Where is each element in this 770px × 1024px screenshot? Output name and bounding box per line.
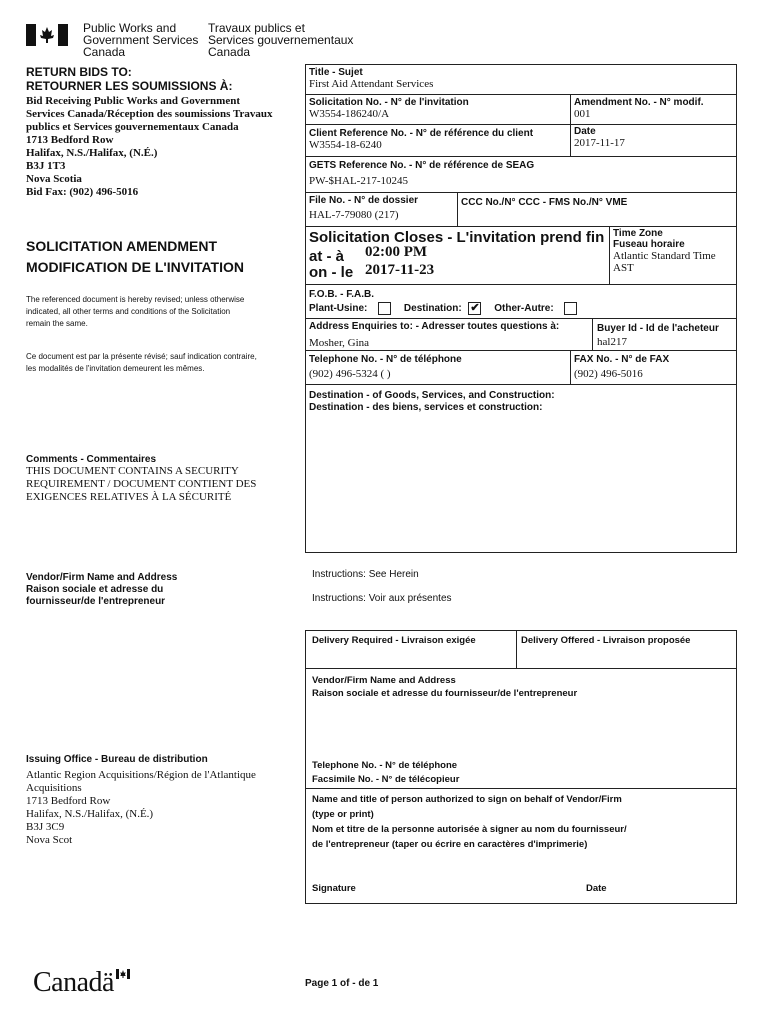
date-field: Date 2017-11-17 bbox=[574, 126, 625, 149]
issuing-office-address: Atlantic Region Acquisitions/Région de l'Atlantique Acquisitions 1713 Bedford Row Halifax, N.S./Halifax, (N.É.) B3J 3C9 Nova Scot bbox=[26, 769, 256, 846]
address-enquiries-field: Address Enquiries to: - Adresser toutes questions à: Mosher, Gina bbox=[309, 321, 560, 349]
amendment-title: SOLICITATION AMENDMENT MODIFICATION DE L'INVITATION bbox=[26, 238, 244, 275]
delivery-offered-input[interactable] bbox=[518, 648, 734, 666]
canada-wordmark-flag-icon bbox=[116, 966, 130, 976]
page-number: Page 1 of - de 1 bbox=[305, 978, 379, 989]
fax-field: FAX No. - N° de FAX (902) 496-5016 bbox=[574, 354, 670, 380]
authorized-person-label: Name and title of person authorized to sign on behalf of Vendor/Firm (type or print) Nom et titre de la personne autorisée à signer au nom du fournisseur/ de l'entrepreneur (taper ou écrire en caractères d'imprimerie) bbox=[312, 794, 627, 850]
amendment-note-fr: Ce document est par la présente révisé; sauf indication contraire, les modalités de l'invitation demeurent les mêmes. bbox=[26, 352, 257, 373]
file-number-field: File No. - N° de dossier HAL-7-79080 (217) bbox=[309, 195, 419, 221]
amendment-number-value: 001 bbox=[574, 108, 591, 120]
comments-text: THIS DOCUMENT CONTAINS A SECURITY REQUIREMENT / DOCUMENT CONTIENT DES EXIGENCES RELATIVES À LA SÉCURITÉ bbox=[26, 465, 257, 503]
client-reference-value: W3554-18-6240 bbox=[309, 139, 382, 151]
ccc-number-label: CCC No./N° CCC - FMS No./N° VME bbox=[461, 197, 628, 208]
telephone-field: Telephone No. - N° de téléphone (902) 496-5324 ( ) bbox=[309, 354, 462, 380]
canada-flag-icon bbox=[26, 24, 68, 46]
fax-value: (902) 496-5016 bbox=[574, 368, 643, 380]
canada-wordmark-logo: Canadä bbox=[33, 967, 114, 998]
closes-date-value: 2017-11-23 bbox=[365, 262, 435, 278]
instructions-en: Instructions: See Herein bbox=[312, 569, 419, 580]
closes-at-label: at - à bbox=[309, 248, 345, 265]
title-value: First Aid Attendant Services bbox=[309, 78, 434, 90]
time-zone-value: Atlantic Standard Time AST bbox=[613, 250, 716, 274]
instructions-fr: Instructions: Voir aux présentes bbox=[312, 593, 452, 604]
issuing-office-label: Issuing Office - Bureau de distribution bbox=[26, 754, 208, 765]
signature-date-label: Date bbox=[586, 883, 607, 894]
time-zone-field: Time Zone Fuseau horaire Atlantic Standard Time AST bbox=[613, 228, 716, 274]
closes-on-label: on - le bbox=[309, 264, 354, 281]
file-number-value: HAL-7-79080 (217) bbox=[309, 209, 399, 221]
issuing-office bbox=[26, 754, 256, 847]
date-value: 2017-11-17 bbox=[574, 137, 625, 149]
department-name-en: Public Works and Government Services Canada bbox=[83, 21, 199, 59]
comments-section bbox=[26, 454, 256, 504]
comments-label: Comments - Commentaires bbox=[26, 454, 157, 465]
vendor-telephone-label: Telephone No. - N° de téléphone bbox=[312, 760, 458, 771]
vendor-facsimile-label: Facsimile No. - N° de télécopieur bbox=[312, 774, 460, 785]
vendor-name-address-label: Vendor/Firm Name and Address Raison sociale et adresse du fournisseur/de l'entrepreneur bbox=[312, 675, 578, 699]
fob-label: F.O.B. - F.A.B. bbox=[309, 289, 374, 300]
gets-reference-value: PW-$HAL-217-10245 bbox=[309, 175, 408, 187]
other-checkbox[interactable] bbox=[564, 302, 577, 315]
fob-options: Plant-Usine: Destination: ✔ Other-Autre: bbox=[309, 302, 577, 315]
vendor-label: Vendor/Firm Name and Address Raison sociale et adresse du fournisseur/de l'entrepreneur bbox=[26, 572, 178, 607]
buyer-id-value: hal217 bbox=[597, 336, 627, 348]
title-field: Title - Sujet First Aid Attendant Services bbox=[309, 67, 434, 90]
address-enquiries-value: Mosher, Gina bbox=[309, 337, 370, 349]
return-bids-address: Bid Receiving Public Works and Government Services Canada/Réception des soumissions Travaux publics et Services gouvernementaux Canada 1713 Bedford Row Halifax, N.S./Halifax, (N.É.) B3J 1T3 Nova Scotia Bid Fax: (902) 496-5016 bbox=[26, 95, 273, 198]
delivery-required-label: Delivery Required - Livraison exigée bbox=[312, 635, 476, 646]
signature-label: Signature bbox=[312, 883, 356, 894]
solicitation-number-value: W3554-186240/A bbox=[309, 108, 390, 120]
amendment-note-en: The referenced document is hereby revised; unless otherwise indicated, all other terms and conditions of the Solicitation remain the same. bbox=[26, 295, 245, 328]
gets-reference-field: GETS Reference No. - N° de référence de SEAG PW-$HAL-217-10245 bbox=[309, 160, 535, 187]
client-reference-field: Client Reference No. - N° de référence du client W3554-18-6240 bbox=[309, 128, 534, 151]
department-name-fr: Travaux publics et Services gouvernementaux Canada bbox=[208, 21, 354, 59]
solicitation-closes-title: Solicitation Closes - L'invitation prend fin bbox=[309, 229, 605, 246]
plant-checkbox[interactable] bbox=[378, 302, 391, 315]
delivery-offered-label: Delivery Offered - Livraison proposée bbox=[521, 635, 691, 646]
destination-checkbox[interactable]: ✔ bbox=[470, 302, 480, 314]
destination-goods-label: Destination - of Goods, Services, and Construction: Destination - des biens, services et construction: bbox=[309, 390, 555, 413]
return-bids-title: RETURN BIDS TO: RETOURNER LES SOUMISSIONS À: bbox=[26, 65, 233, 93]
buyer-id-field: Buyer Id - Id de l'acheteur hal217 bbox=[597, 323, 719, 348]
telephone-value: (902) 496-5324 ( ) bbox=[309, 368, 391, 380]
vendor-name-address-input[interactable] bbox=[310, 702, 734, 754]
closes-time-value: 02:00 PM bbox=[365, 244, 428, 260]
amendment-number-field: Amendment No. - N° modif. 001 bbox=[574, 97, 704, 120]
solicitation-number-field: Solicitation No. - N° de l'invitation W3554-186240/A bbox=[309, 97, 469, 120]
authorized-person-input[interactable] bbox=[310, 852, 734, 876]
